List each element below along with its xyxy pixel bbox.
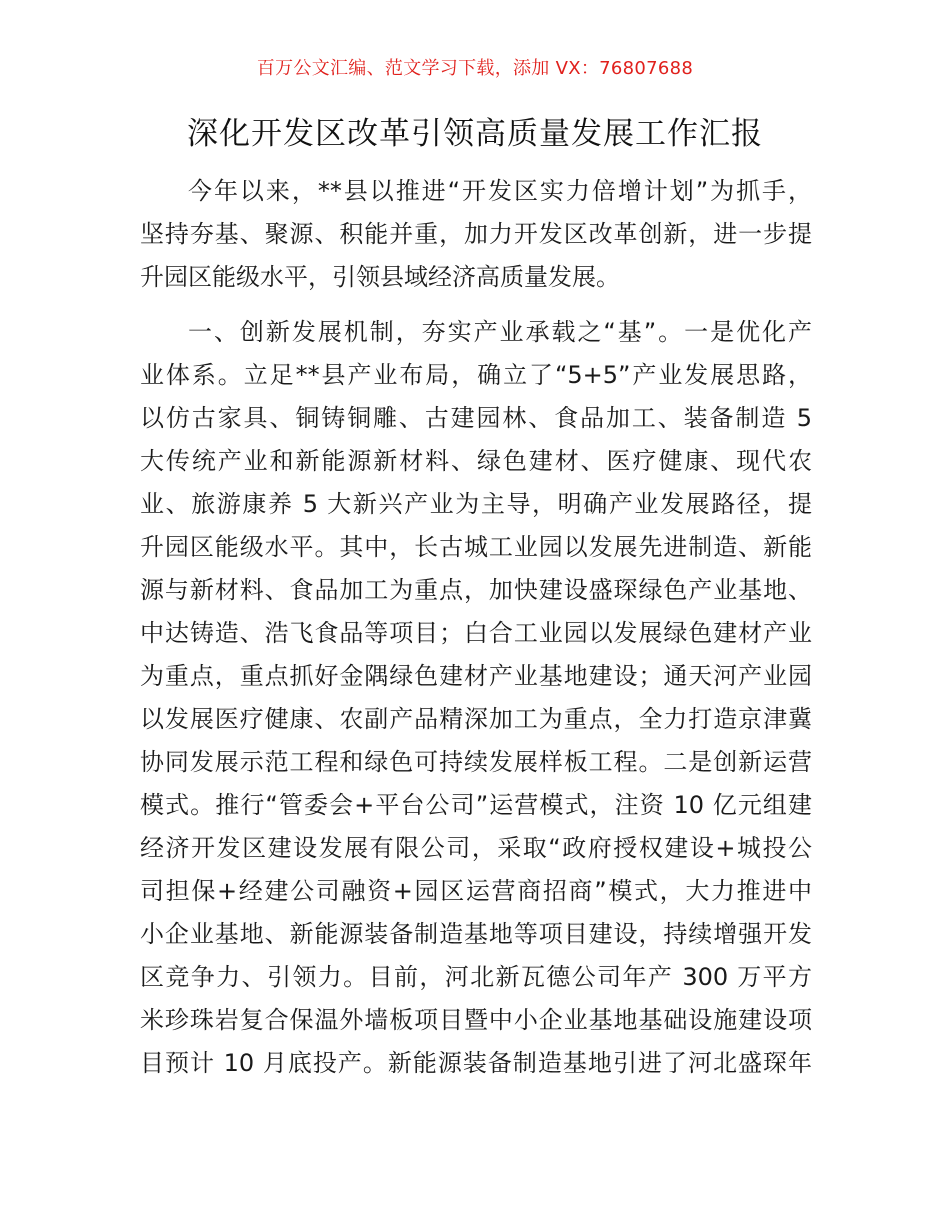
paragraph-line: 业、旅游康养 5 大新兴产业为主导，明确产业发展路径，提 [140, 490, 812, 518]
paragraph-line: 大传统产业和新能源新材料、绿色建材、医疗健康、现代农 [140, 447, 812, 475]
paragraph-line: 为重点，重点抓好金隅绿色建材产业基地建设；通天河产业园 [140, 662, 812, 690]
header-banner: 百万公文汇编、范文学习下载，添加 VX：76807688 [256, 58, 694, 79]
paragraph-line: 区竞争力、引领力。目前，河北新瓦德公司年产 300 万平方 [140, 963, 812, 991]
paragraph-line: 模式。推行“管委会+平台公司”运营模式，注资 10 亿元组建 [140, 791, 812, 819]
paragraph-line: 目预计 10 月底投产。新能源装备制造基地引进了河北盛琛年 [140, 1049, 812, 1077]
paragraph-line: 以仿古家具、铜铸铜雕、古建园林、食品加工、装备制造 5 [140, 404, 812, 432]
paragraph-intro [140, 170, 812, 299]
paragraph-line: 中达铸造、浩飞食品等项目；白合工业园以发展绿色建材产业 [140, 619, 812, 647]
paragraph-line [140, 1085, 812, 1128]
paragraph-line: 协同发展示范工程和绿色可持续发展样板工程。二是创新运营 [140, 748, 812, 776]
paragraph-line: 小企业基地、新能源装备制造基地等项目建设，持续增强开发 [140, 920, 812, 948]
paragraph-line: 升园区能级水平，引领县域经济高质量发展。 [140, 263, 620, 291]
document-title: 深化开发区改革引领高质量发展工作汇报 [187, 116, 763, 152]
paragraph-line: 司担保+经建公司融资+园区运营商招商”模式，大力推进中 [140, 877, 812, 905]
paragraph-section-one [140, 311, 812, 1128]
paragraph-line: 一、创新发展机制，夯实产业承载之“基”。一是优化产 [188, 318, 812, 346]
paragraph-line: 坚持夯基、聚源、积能并重，加力开发区改革创新，进一步提 [140, 220, 812, 248]
paragraph-line: 业体系。立足**县产业布局，确立了“5+5”产业发展思路， [140, 361, 812, 389]
paragraph-line: 经济开发区建设发展有限公司，采取“政府授权建设+城投公 [140, 834, 812, 862]
paragraph-line: 升园区能级水平。其中，长古城工业园以发展先进制造、新能 [140, 533, 812, 561]
paragraph-line: 今年以来，**县以推进“开发区实力倍增计划”为抓手， [188, 177, 812, 205]
paragraph-line: 以发展医疗健康、农副产品精深加工为重点，全力打造京津冀 [140, 705, 812, 733]
paragraph-line: 米珍珠岩复合保温外墙板项目暨中小企业基地基础设施建设项 [140, 1006, 812, 1034]
paragraph-line: 源与新材料、食品加工为重点，加快建设盛琛绿色产业基地、 [140, 576, 812, 604]
